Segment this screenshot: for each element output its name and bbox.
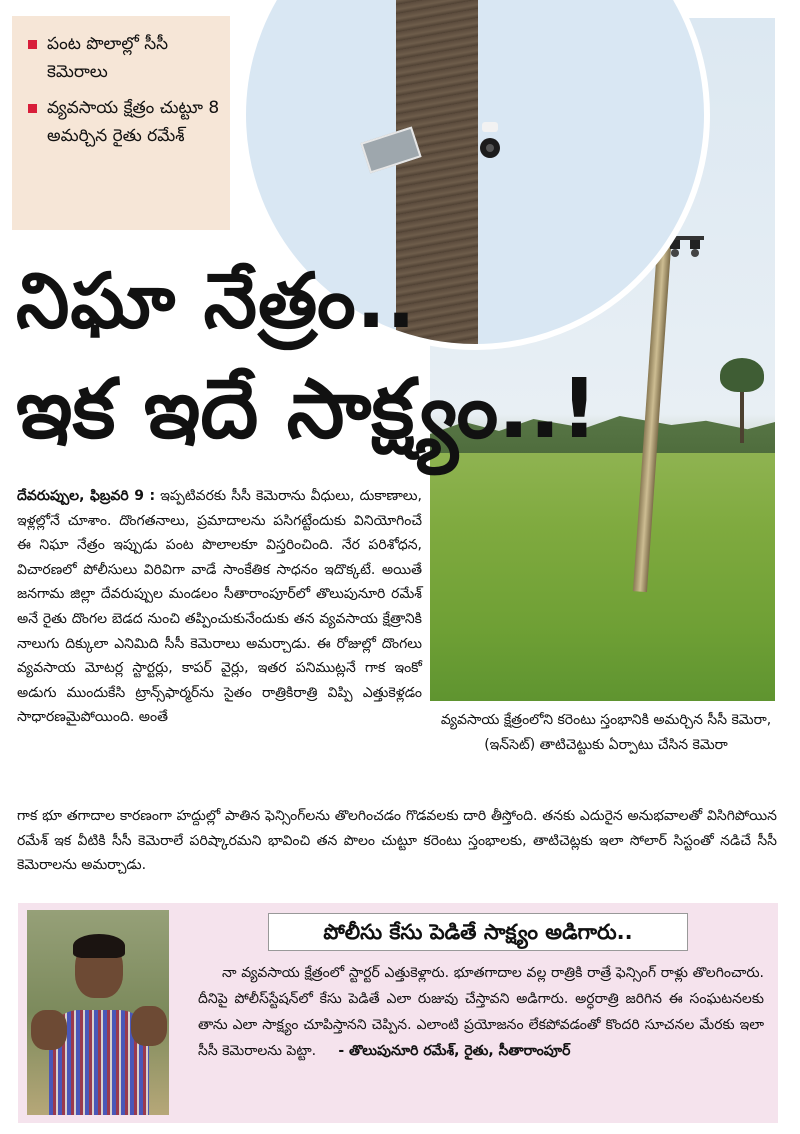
- portrait-hair: [73, 934, 125, 958]
- paddy-field: [430, 453, 775, 701]
- quote-title: పోలీసు కేసు పెడితే సాక్ష్యం అడిగారు..: [268, 913, 688, 951]
- farmer-portrait: [27, 910, 169, 1115]
- article-continuation: గాక భూ తగాదాల కారణంగా హద్దుల్లో పాతిన ఫెన్సింగ్‌లను తొలగించడం గొడవలకు దారి తీస్తోంది. తనకు ఎదురైన అనుభవాలతో విసిగిపోయిన రమేశ్ ఇక వీటికి సీసీ కెమెరాలే పరిష్కారమని భావించి తన పొలం చుట్టూ కరెంటు స్తంభాలకు, తాటిచెట్లకు ఇలా సోలార్ సిస్టంతో నడిచే సీసీ కెమెరాలను అమర్చాడు.: [17, 808, 777, 874]
- article-column: [17, 484, 422, 730]
- bullet-icon: [28, 40, 37, 49]
- palm-tree: [720, 358, 764, 392]
- quote-attribution: - తొలుపునూరి రమేశ్, రైతు, సీతారాంపూర్: [338, 1043, 571, 1059]
- highlight-text: వ్యవసాయ క్షేత్రం చుట్టూ 8 అమర్చిన రైతు రమేశ్: [47, 98, 220, 146]
- highlight-item: [28, 94, 220, 150]
- headline-line-1: నిఘా నేత్రం..: [16, 256, 417, 345]
- quote-text: నా వ్యవసాయ క్షేత్రంలో స్టార్టర్ ఎత్తుకెళ్లారు. భూతగాదాల వల్ల రాత్రికి రాత్రే ఫెన్సింగ్ రాళ్లు తొలగించారు. దీనిపై పోలీస్‌స్టేషన్‌లో కేసు పెడితే ఎలా రుజువు చేస్తావని అడిగారు. అర్ధరాత్రి జరిగిన ఈ సంఘటనలకు తాను ఎలా సాక్ష్యం చూపిస్తానని చెప్పిన. ఎలాంటి ప్రయోజనం లేకపోవడంతో కొందరి సూచనల మేరకు ఇలా సీసీ కెమెరాలను పెట్టా.: [198, 965, 764, 1059]
- bullet-icon: [28, 104, 37, 113]
- quote-text-block: [198, 960, 764, 1064]
- palm-trunk: [740, 383, 744, 443]
- article-column-text: ఇప్పటివరకు సీసీ కెమెరాను వీధులు, దుకాణాలు, ఇళ్లల్లోనే చూశాం. దొంగతనాలు, ప్రమాదాలను పసిగట్టేందుకు వినియోగించే ఈ నిఘా నేత్రం ఇప్పుడు పంట పొలాలకూ విస్తరించింది. నేర పరిశోధన, విచారణలో పోలీసులు విరివిగా వాడే సాంకేతిక సాధనం ఇదొక్కటే. అయితే జనగామ జిల్లా దేవరుప్పుల మండలం సీతారాంపూర్‌లో తొలుపునూరి రమేశ్ అనే రైతు దొంగల బెడద నుంచి తప్పించుకునేందుకు తన వ్యవసాయ క్షేత్రానికి నాలుగు దిక్కులా ఎనిమిది సీసీ కెమెరాలు అమర్చాడు. ఈ రోజుల్లో దొంగలు వ్యవసాయ మోటర్ల స్టార్టర్లు, కాపర్ వైర్లు, ఇతర పనిముట్లనే గాక ఇంకో అడుగు ముందుకేసి ట్రాన్స్‌ఫార్మర్‌ను సైతం రాత్రికిరాత్రి విప్పి ఎత్తుకెళ్లడం సాధారణమైపోయింది. అంతే: [17, 488, 422, 726]
- photo-caption: వ్యవసాయ క్షేత్రంలోని కరెంటు స్తంభానికి అమర్చిన సీసీ కెమెరా, (ఇన్‌సెట్) తాటిచెట్టుకు ఏర్పాటు చేసిన కెమెరా: [440, 712, 772, 753]
- portrait-hand: [31, 1010, 67, 1050]
- highlight-text: పంట పొలాల్లో సీసీ కెమెరాలు: [47, 34, 169, 82]
- highlight-item: [28, 30, 220, 86]
- cctv-camera-icon: [478, 122, 502, 162]
- highlights-box: [12, 16, 230, 230]
- headline-line-2: ఇక ఇదే సాక్ష్యం..!: [16, 362, 598, 457]
- portrait-hand: [131, 1006, 167, 1046]
- dateline: దేవరుప్పుల, ఫిబ్రవరి 9 :: [17, 488, 156, 504]
